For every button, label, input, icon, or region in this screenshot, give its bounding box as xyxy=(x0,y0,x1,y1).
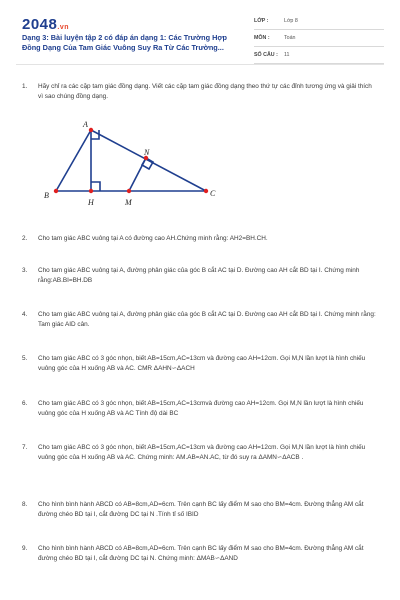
question-number: 4. xyxy=(22,311,28,318)
question-number: 1. xyxy=(22,83,28,90)
point-c xyxy=(204,189,208,193)
meta-panel xyxy=(254,17,384,68)
question-number: 3. xyxy=(22,267,28,274)
meta-value: 11 xyxy=(284,52,290,58)
question-number: 6. xyxy=(22,400,28,407)
meta-label: SỐ CÂU : xyxy=(254,52,278,58)
triangle-diagram xyxy=(38,118,228,210)
question-text: Cho hình bình hành ABCD có AB=8cm,AD=6cm. Trên cạnh BC lấy điểm M sao cho BM=4cm. Đường thẳng AM cắt đường chéo BD tại I, cắt đường DC tại N. Chứng minh: ΔMAB∽ΔAND xyxy=(38,545,364,562)
question-number: 5. xyxy=(22,355,28,362)
header xyxy=(0,0,400,62)
meta-value: Lớp 8 xyxy=(284,18,298,24)
meta-row-class xyxy=(254,17,384,30)
question-text: Cho tam giác ABC vuông tại A, đường phân giác của góc B cắt AC tại D. Đường cao AH cắt BD tại I. Chứng minh rằng:AB.BI=BH.DB xyxy=(38,267,360,284)
logo-suffix: .vn xyxy=(57,24,69,31)
right-angle-mark-n xyxy=(142,158,153,169)
meta-row-subject xyxy=(254,34,384,47)
page-title: Dạng 3: Bài luyện tập 2 có đáp án dạng 1: Các Trường Hợp Đồng Dạng Của Tam Giác Vuông Suy Ra Từ Các Trường... xyxy=(22,33,228,52)
point-h xyxy=(89,189,93,193)
label-b: B xyxy=(44,191,49,200)
site-logo[interactable] xyxy=(22,16,69,33)
point-b xyxy=(54,189,58,193)
header-divider xyxy=(16,64,384,65)
question-text: Cho tam giác ABC có 3 góc nhọn, biết AB=15cm,AC=13cm và đường cao AH=12cm. Gọi M,N lần lượt là hình chiếu vuông góc của H xuống AB và AC. Chứng minh: AM.AB=AN.AC, từ đó suy ra ΔAMN∽ΔACB . xyxy=(38,444,366,461)
question-number: 8. xyxy=(22,501,28,508)
segment-ab xyxy=(56,130,91,191)
label-m: M xyxy=(125,198,132,207)
point-m xyxy=(127,189,131,193)
geometry-figure xyxy=(38,118,228,210)
question-text: Cho tam giác ABC có 3 góc nhọn, biết AB=15cm,AC=13cm và đường cao AH=12cm. Gọi M,N lần lượt là hình chiếu vuông góc của H xuống AB và AC. CMR ΔAHN∽ΔACH xyxy=(38,355,366,372)
meta-label: LỚP : xyxy=(254,18,269,24)
question-number: 9. xyxy=(22,545,28,552)
question-number: 7. xyxy=(22,444,28,451)
label-h: H xyxy=(88,198,94,207)
question-number: 2. xyxy=(22,235,28,242)
logo-main: 2048 xyxy=(22,16,58,33)
label-n: N xyxy=(144,148,150,157)
question-text: Cho tam giác ABC có 3 góc nhọn, biết AB=15cm,AC=13cmvà đường cao AH=12cm. Gọi M,N lần lượt là hình chiếu vuông góc của H xuống AB và AC Tính độ dài BC xyxy=(38,400,364,417)
point-a xyxy=(89,128,93,132)
meta-label: MÔN : xyxy=(254,35,270,41)
question-text: Cho tam giác ABC vuông tại A, đường phân giác của góc B cắt AC tại D. Đường cao AH cắt BD tại I. Chứng minh rằng: Tam giác AID cân. xyxy=(38,311,376,328)
segment-ac xyxy=(91,130,206,191)
meta-value: Toán xyxy=(284,35,296,41)
label-c: C xyxy=(210,189,216,198)
question-text: Cho tam giác ABC vuông tại A có đường cao AH.Chứng minh rằng: AH2=BH.CH. xyxy=(38,235,268,242)
question-text: Cho hình bình hành ABCD có AB=8cm,AD=6cm. Trên cạnh BC lấy điểm M sao cho BM=4cm. Đường thẳng AM cắt đường chéo BD tại I, cắt đường DC tại N .Tính tỉ số IBID xyxy=(38,501,364,518)
meta-row-count xyxy=(254,51,384,64)
label-a: A xyxy=(83,120,88,129)
question-text: Hãy chỉ ra các cặp tam giác đồng dạng. Viết các cặp tam giác đồng dạng theo thứ tự các đỉnh tương ứng và giải thích vì sao chúng đồng dạng. xyxy=(38,83,372,100)
